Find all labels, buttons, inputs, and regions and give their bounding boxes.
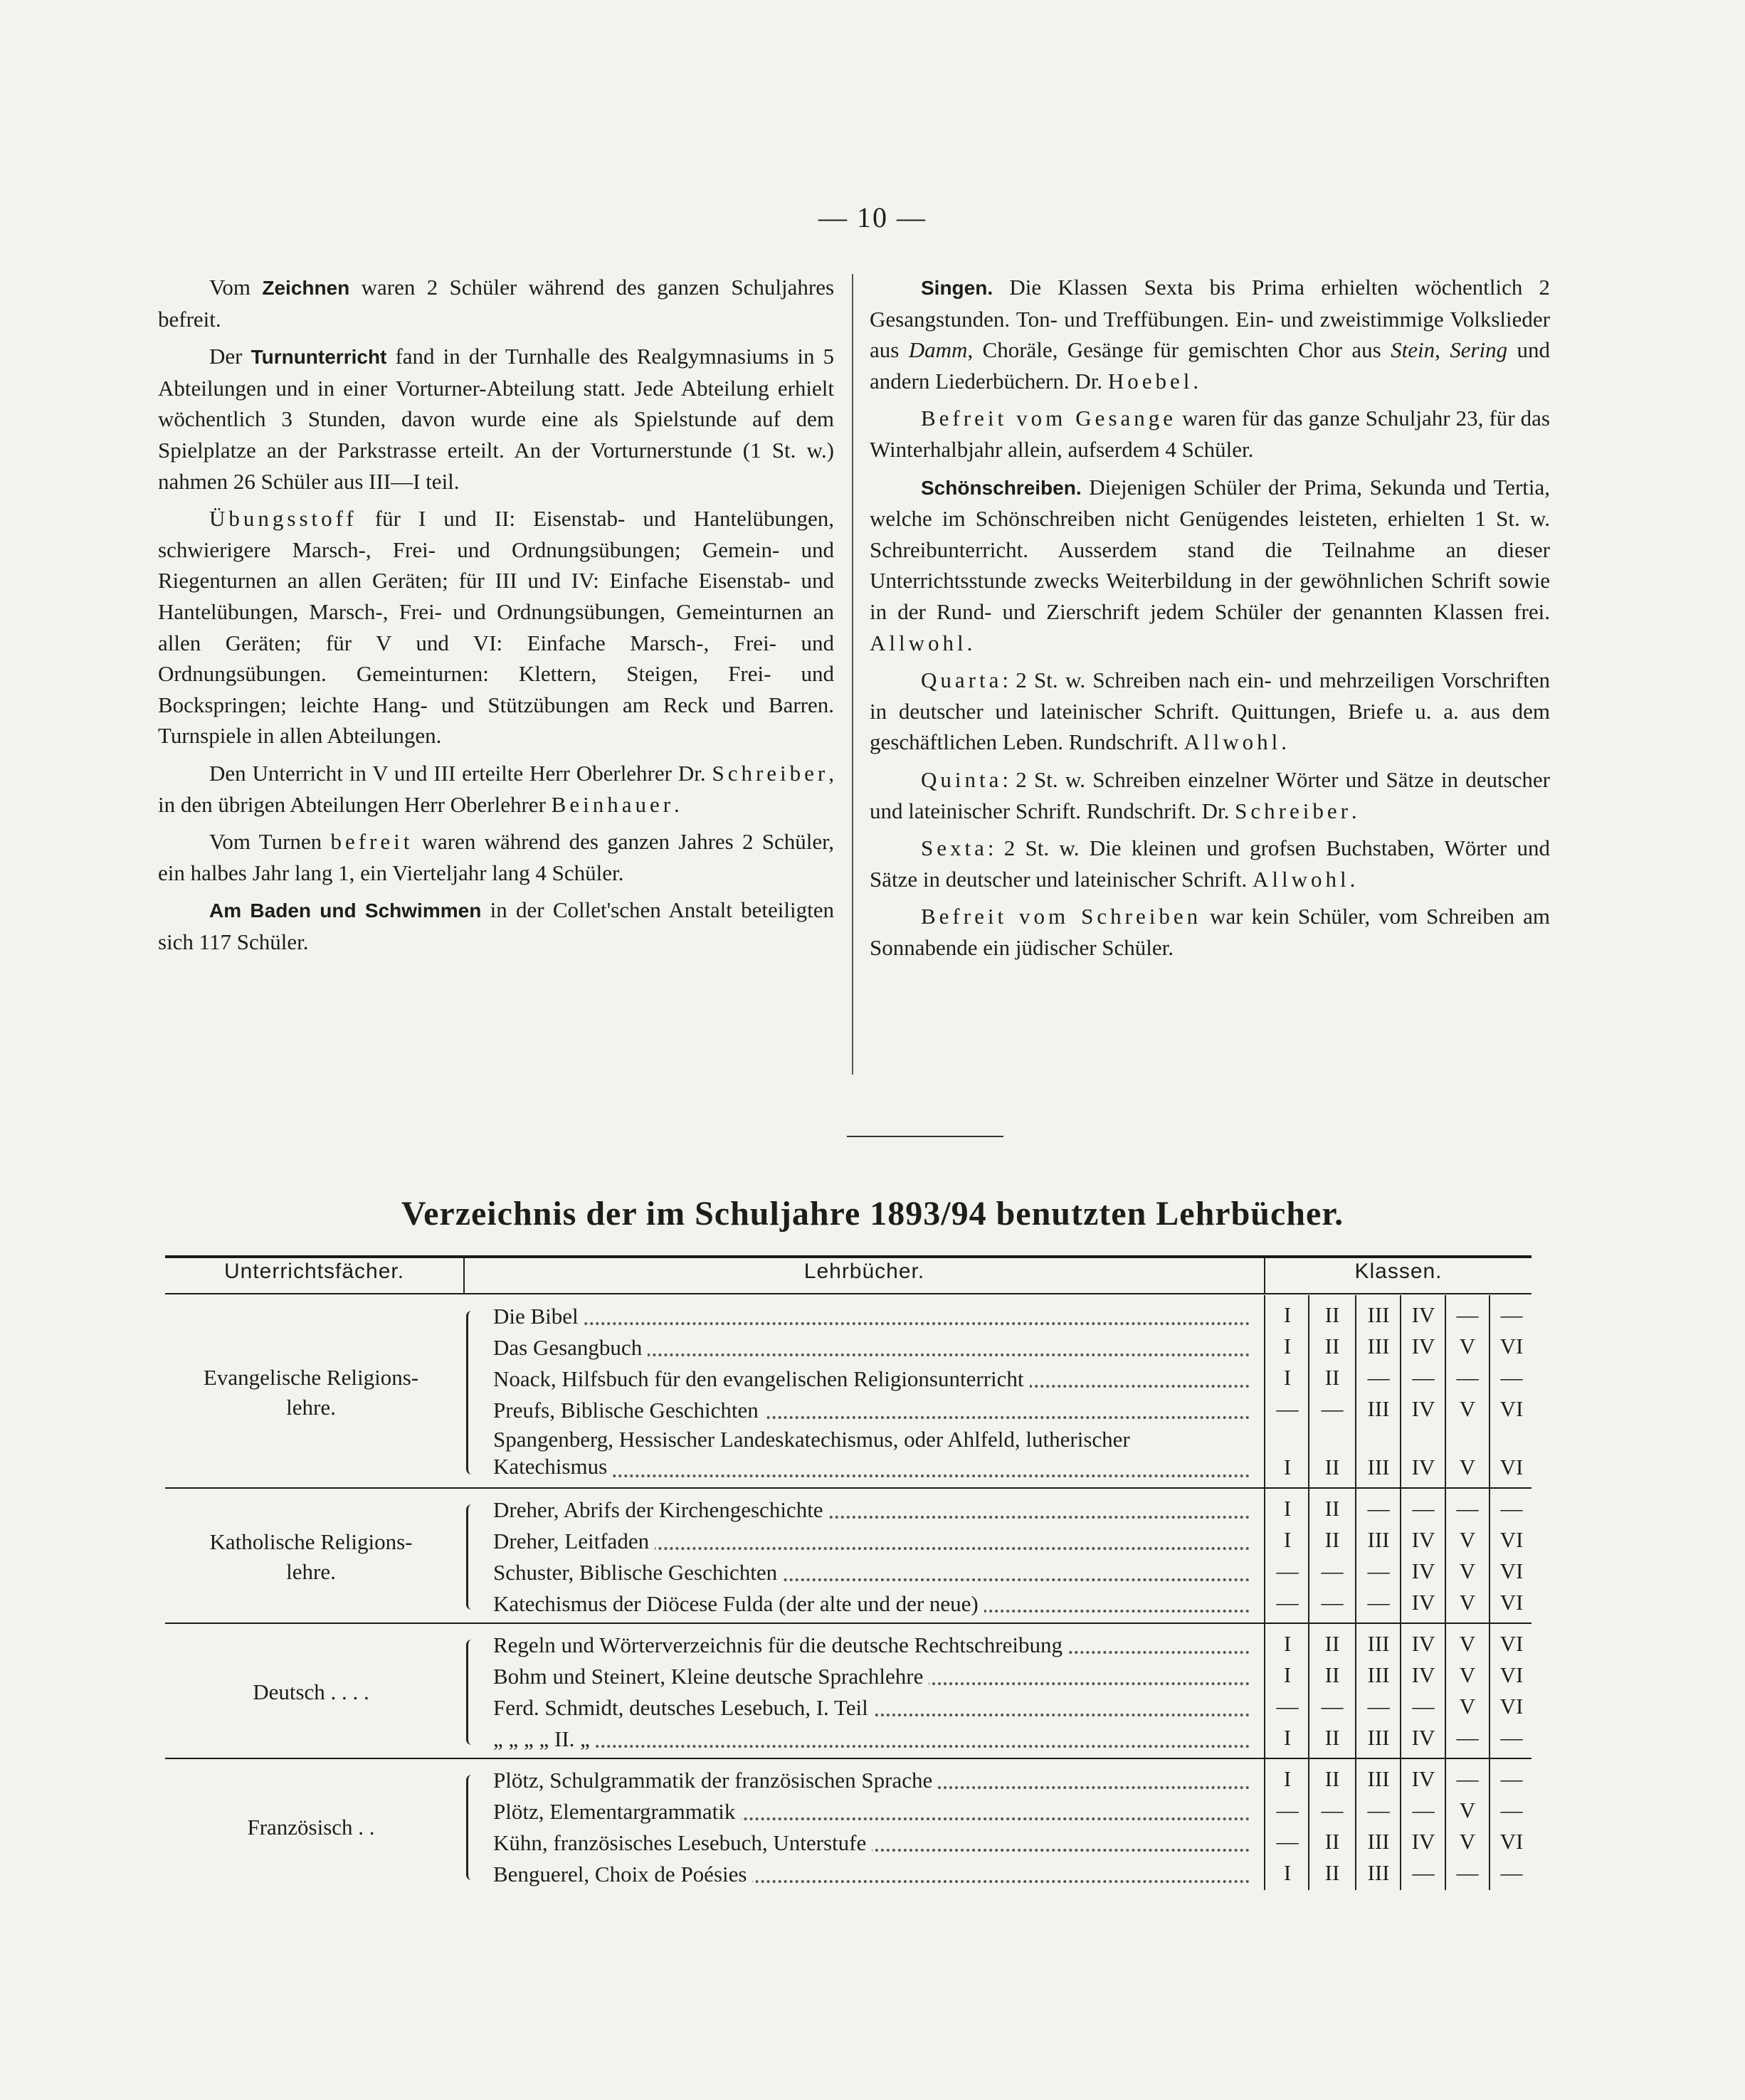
class-cell: — xyxy=(1412,1798,1435,1822)
class-cell: — xyxy=(1321,1558,1344,1583)
book-title: Schuster, Biblische Geschichten xyxy=(493,1557,1250,1588)
class-cell: VI xyxy=(1499,1662,1524,1687)
class-cell: III xyxy=(1367,1860,1390,1885)
subject-label: Katholische Religions- lehre. xyxy=(209,1529,413,1584)
class-cell: VI xyxy=(1499,1527,1524,1552)
class-cell: IV xyxy=(1411,1725,1435,1750)
class-cell: I xyxy=(1283,1496,1292,1521)
class-cell: — xyxy=(1456,1302,1479,1327)
class-cell: I xyxy=(1283,1302,1292,1327)
book-title: Das Gesangbuch xyxy=(493,1332,1250,1363)
class-cell: III xyxy=(1367,1662,1390,1687)
class-cell: IV xyxy=(1411,1766,1435,1791)
class-cell: V xyxy=(1459,1631,1476,1656)
column-line xyxy=(1489,1295,1490,1890)
group-brace xyxy=(466,1775,477,1880)
class-cell: VI xyxy=(1499,1455,1524,1479)
class-cell: V xyxy=(1459,1558,1476,1583)
class-cell: V xyxy=(1459,1590,1476,1615)
book-title: Katechismus der Diöcese Fulda (der alte und der neue) xyxy=(493,1588,1250,1620)
class-cell: — xyxy=(1367,1365,1390,1390)
column-divider xyxy=(852,274,853,1075)
class-cell: V xyxy=(1459,1662,1476,1687)
group-rule xyxy=(165,1623,1532,1624)
class-cell: I xyxy=(1283,1455,1292,1479)
class-cell: V xyxy=(1459,1829,1476,1854)
paragraph-baden: Am Baden und Schwimmen in der Collet'schen Anstalt beteiligten sich 117 Schüler. xyxy=(158,897,834,954)
book-title: Regeln und Wörterverzeichnis für die deutsche Rechtschreibung xyxy=(493,1630,1250,1661)
group-brace xyxy=(466,1640,477,1745)
paragraph-quinta: Quinta: 2 St. w. Schreiben einzelner Wörter und Sätze in deutscher und lateinischer Schrift. Rundschrift. Dr. Schreiber. xyxy=(870,766,1550,823)
class-cell: VI xyxy=(1499,1558,1524,1583)
paragraph-teachers: Den Unterricht in V und III erteilte Herr Oberlehrer Dr. Schreiber, in den übrigen Abteilungen Herr Oberlehrer Beinhauer. xyxy=(158,760,834,817)
class-cell: — xyxy=(1456,1496,1479,1521)
class-cell: II xyxy=(1324,1455,1340,1479)
class-cell: IV xyxy=(1411,1334,1435,1358)
paragraph-sexta: Sexta: 2 St. w. Die kleinen und grofsen Buchstaben, Wörter und Sätze in deutscher und lateinischer Schrift. Allwohl. xyxy=(870,835,1550,892)
class-cell: II xyxy=(1324,1527,1340,1552)
class-cell: IV xyxy=(1411,1527,1435,1552)
class-cell: III xyxy=(1367,1396,1390,1421)
book-title: Benguerel, Choix de Poésies xyxy=(493,1859,1250,1890)
column-line xyxy=(1308,1295,1309,1890)
class-cell: V xyxy=(1459,1396,1476,1421)
class-cell: — xyxy=(1500,1766,1523,1791)
class-cell: — xyxy=(1321,1694,1344,1719)
class-cell: V xyxy=(1459,1694,1476,1719)
class-cell: — xyxy=(1276,1558,1299,1583)
class-cell: I xyxy=(1283,1766,1292,1791)
class-cell: — xyxy=(1456,1725,1479,1750)
class-cell: III xyxy=(1367,1631,1390,1656)
class-cell: VI xyxy=(1499,1590,1524,1615)
class-cell: — xyxy=(1500,1860,1523,1885)
class-cell: V xyxy=(1459,1798,1476,1822)
right-column xyxy=(870,272,1550,969)
class-cell: — xyxy=(1456,1860,1479,1885)
class-cell: II xyxy=(1324,1662,1340,1687)
book-title: Bohm und Steinert, Kleine deutsche Sprachlehre xyxy=(493,1661,1250,1692)
book-title: „ „ „ „ II. „ xyxy=(493,1724,1250,1755)
class-cell: — xyxy=(1367,1798,1390,1822)
column-line xyxy=(1264,1295,1265,1890)
book-title: Noack, Hilfsbuch für den evangelischen Religionsunterricht xyxy=(493,1363,1250,1395)
class-cell: II xyxy=(1324,1496,1340,1521)
class-cell: IV xyxy=(1411,1829,1435,1854)
class-cell: II xyxy=(1324,1365,1340,1390)
class-cell: VI xyxy=(1499,1334,1524,1358)
class-cell: — xyxy=(1276,1694,1299,1719)
class-cell: IV xyxy=(1411,1302,1435,1327)
class-cell: VI xyxy=(1499,1631,1524,1656)
book-title: Die Bibel xyxy=(493,1301,1250,1332)
class-cell: III xyxy=(1367,1334,1390,1358)
book-title: Ferd. Schmidt, deutsches Lesebuch, I. Teil xyxy=(493,1692,1250,1724)
class-cell: III xyxy=(1367,1302,1390,1327)
class-cell: — xyxy=(1321,1590,1344,1615)
class-cell: — xyxy=(1412,1365,1435,1390)
class-cell: V xyxy=(1459,1455,1476,1479)
class-cell: IV xyxy=(1411,1662,1435,1687)
class-cell: — xyxy=(1367,1590,1390,1615)
class-cell: III xyxy=(1367,1455,1390,1479)
class-cell: — xyxy=(1412,1860,1435,1885)
class-cell: I xyxy=(1283,1631,1292,1656)
subject-label: Evangelische Religions- lehre. xyxy=(203,1365,419,1420)
class-cell: IV xyxy=(1411,1455,1435,1479)
class-cell: I xyxy=(1283,1365,1292,1390)
class-cell: — xyxy=(1412,1496,1435,1521)
left-column xyxy=(158,272,834,964)
book-title: Preufs, Biblische Geschichten xyxy=(493,1395,1250,1426)
class-cell: — xyxy=(1412,1694,1435,1719)
class-cell: III xyxy=(1367,1829,1390,1854)
class-cell: — xyxy=(1276,1798,1299,1822)
paragraph-zeichnen: Vom Zeichnen waren 2 Schüler während des ganzen Schuljahres befreit. xyxy=(158,275,835,332)
paragraph-turnunterricht: Der Turnunterricht fand in der Turnhalle des Realgymnasiums in 5 Abteilungen und in einer Vorturner-Abteilung statt. Jede Abteilung erhielt wöchentlich 3 Stunden, davon wurde eine als Spielstunde auf dem Spielplatze an der Parkstrasse erteilt. An der Vorturnerstunde (1 St. w.) nahmen 26 Schüler aus III—I teil. xyxy=(158,344,835,494)
class-cell: I xyxy=(1283,1334,1292,1358)
paragraph-befreit-schreiben: Befreit vom Schreiben war kein Schüler, vom Schreiben am Sonnabende ein jüdischer Schüler. xyxy=(870,904,1550,960)
book-title: Dreher, Leitfaden xyxy=(493,1526,1250,1557)
class-cell: — xyxy=(1500,1798,1523,1822)
class-cell: — xyxy=(1500,1365,1523,1390)
class-cell: IV xyxy=(1411,1558,1435,1583)
table-top-rule xyxy=(165,1255,1532,1258)
class-cell: V xyxy=(1459,1527,1476,1552)
class-cell: — xyxy=(1276,1396,1299,1421)
paragraph-quarta: Quarta: 2 St. w. Schreiben nach ein- und mehrzeiligen Vorschriften in deutscher und lateinischer Schrift. Quittungen, Briefe u. a. aus dem geschäftlichen Leben. Rundschrift. Allwohl. xyxy=(870,668,1550,755)
column-line xyxy=(1445,1295,1446,1890)
subject-label: Französisch . . xyxy=(247,1815,375,1840)
class-cell: VI xyxy=(1499,1396,1524,1421)
class-cell: — xyxy=(1367,1558,1390,1583)
subject-label: Deutsch . . . . xyxy=(253,1679,369,1704)
paragraph-singen: Singen. Die Klassen Sexta bis Prima erhielten wöchentlich 2 Gesangstunden. Ton- und Treffübungen. Ein- und zweistimmige Volkslieder aus Damm, Choräle, Gesänge für gemischten Chor aus Stein, Sering und andern Liederbüchern. Dr. Hoebel. xyxy=(870,275,1551,394)
paragraph-befreit-gesang: Befreit vom Gesange waren für das ganze Schuljahr 23, für das Winterhalbjahr allein, aufserdem 4 Schüler. xyxy=(870,406,1550,462)
group-rule xyxy=(165,1487,1532,1489)
class-cell: VI xyxy=(1499,1829,1524,1854)
class-cell: II xyxy=(1324,1631,1340,1656)
class-cell: II xyxy=(1324,1725,1340,1750)
class-cell: II xyxy=(1324,1302,1340,1327)
class-cell: — xyxy=(1367,1694,1390,1719)
class-cell: — xyxy=(1500,1496,1523,1521)
table-title: Verzeichnis der im Schuljahre 1893/94 benutzten Lehrbücher. xyxy=(401,1195,1344,1233)
book-title: Plötz, Schulgrammatik der französischen Sprache xyxy=(493,1765,1250,1796)
class-cell: IV xyxy=(1411,1590,1435,1615)
group-brace xyxy=(466,1504,477,1610)
column-line xyxy=(1355,1295,1356,1890)
group-brace xyxy=(466,1311,477,1474)
class-cell: — xyxy=(1367,1496,1390,1521)
book-title: Dreher, Abrifs der Kirchengeschichte xyxy=(493,1494,1250,1526)
class-cell: I xyxy=(1283,1662,1292,1687)
paragraph-uebungsstoff: Übungsstoff für I und II: Eisenstab- und Hantelübungen, schwierigere Marsch-, Frei- und Ordnungsübungen; Gemein- und Riegenturnen an allen Geräten; für III und IV: Einfache Eisenstab- und Hantelübungen, Marsch-, Frei- und Ordnungsübungen, Gemeinturnen an allen Geräten; für V und VI: Einfache Marsch-, Frei- und Ordnungsübungen. Gemeinturnen: Klettern, Steigen, Frei- und Bockspringen; leichte Hang- und Stützübungen am Reck und Barren. Turnspiele in allen Abteilungen. xyxy=(158,506,834,749)
class-cell: III xyxy=(1367,1725,1390,1750)
class-cell: III xyxy=(1367,1527,1390,1552)
class-cell: III xyxy=(1367,1766,1390,1791)
class-cell: — xyxy=(1276,1590,1299,1615)
header-classes: Klassen. xyxy=(1354,1260,1443,1283)
class-cell: II xyxy=(1324,1829,1340,1854)
header-subjects: Unterrichtsfächer. xyxy=(223,1260,405,1283)
class-cell: I xyxy=(1283,1725,1292,1750)
paragraph-befreit-turnen: Vom Turnen befreit waren während des ganzen Jahres 2 Schüler, ein halbes Jahr lang 1, ein Vierteljahr lang 4 Schüler. xyxy=(158,829,835,885)
class-cell: IV xyxy=(1411,1631,1435,1656)
class-cell: — xyxy=(1456,1766,1479,1791)
class-cell: — xyxy=(1321,1798,1344,1822)
column-line xyxy=(1400,1295,1401,1890)
class-cell: IV xyxy=(1411,1396,1435,1421)
page-number: — 10 — xyxy=(818,201,927,233)
class-cell: — xyxy=(1276,1829,1299,1854)
class-cell: V xyxy=(1459,1334,1476,1358)
class-cell: II xyxy=(1324,1334,1340,1358)
class-cell: — xyxy=(1321,1396,1344,1421)
class-cell: — xyxy=(1500,1302,1523,1327)
book-title: Plötz, Elementargrammatik xyxy=(493,1796,1250,1827)
group-rule xyxy=(165,1758,1532,1759)
class-cell: VI xyxy=(1499,1694,1524,1719)
section-rule xyxy=(847,1136,1003,1137)
header-books: Lehrbücher. xyxy=(803,1260,925,1283)
class-cell: I xyxy=(1283,1860,1292,1885)
book-title: Spangenberg, Hessischer Landeskatechismus, oder Ahlfeld, lutherischer Katechismus xyxy=(493,1426,1250,1484)
class-cell: II xyxy=(1324,1766,1340,1791)
paragraph-schoenschreiben: Schönschreiben. Diejenigen Schüler der Prima, Sekunda und Tertia, welche im Schönschreiben nicht Genügendes leisteten, erhielten 1 St. w. Schreibunterricht. Ausserdem stand die Teilnahme an dieser Unterrichtsstunde zwecks Weiterbildung in der gewöhnlichen Schrift sowie in der Rund- und Zierschrift jedem Schüler der genannten Klassen frei. Allwohl. xyxy=(870,474,1550,655)
class-cell: II xyxy=(1324,1860,1340,1885)
book-title: Kühn, französisches Lesebuch, Unterstufe xyxy=(493,1827,1250,1859)
table-header-rule xyxy=(165,1293,1532,1294)
class-cell: — xyxy=(1456,1365,1479,1390)
class-cell: I xyxy=(1283,1527,1292,1552)
class-cell: — xyxy=(1500,1725,1523,1750)
